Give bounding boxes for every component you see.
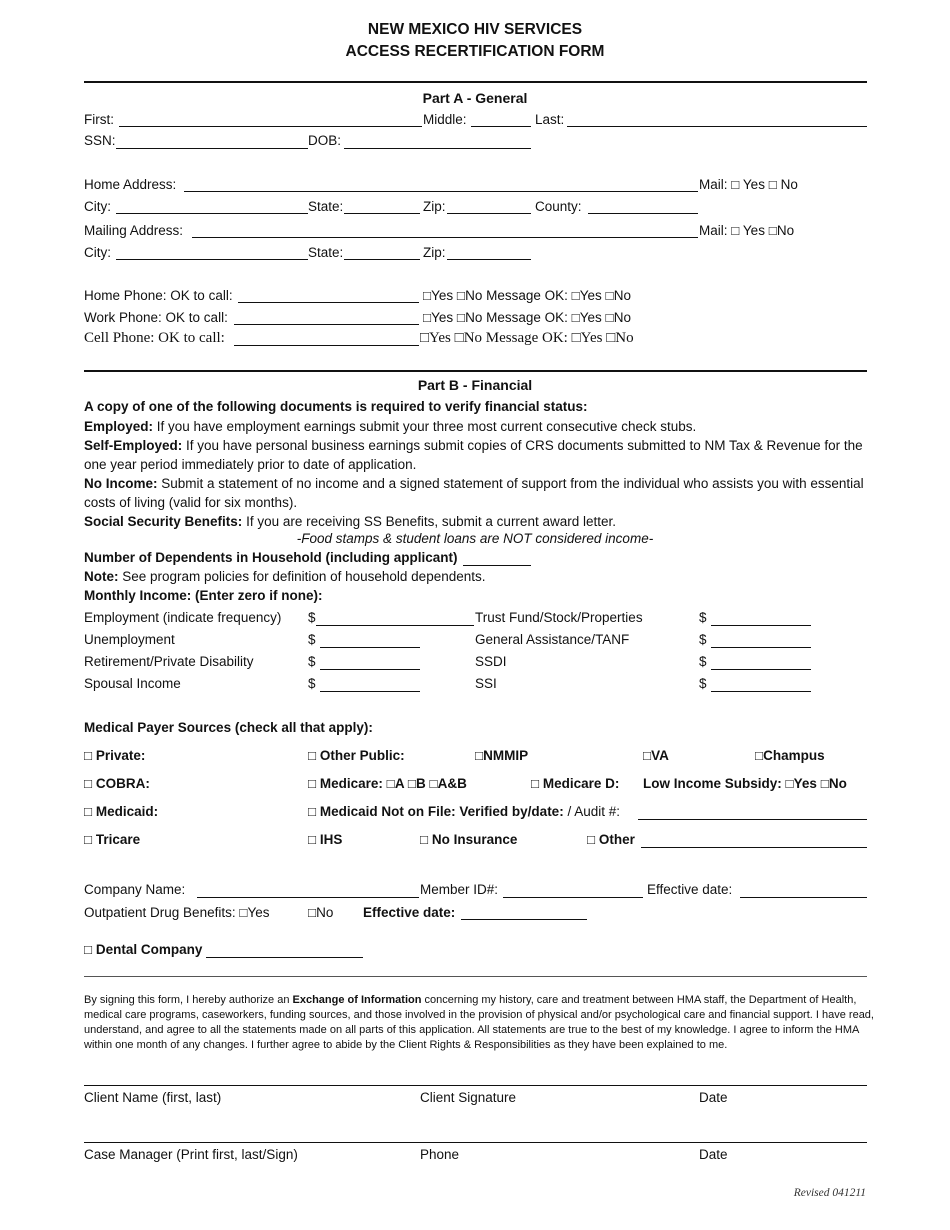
mailing-zip-label: Zip: — [423, 245, 446, 260]
other-public-checkbox[interactable]: □ Other Public: — [308, 748, 405, 763]
state-label: State: — [308, 199, 344, 214]
member-id-field[interactable] — [503, 897, 643, 898]
mailing-city-field[interactable] — [116, 259, 308, 260]
consent-pre: By signing this form, I hereby authorize an — [84, 994, 293, 1006]
case-manager-date-label: Date — [699, 1147, 728, 1162]
spousal-amount-field[interactable] — [320, 691, 420, 692]
no-insurance-checkbox[interactable]: □ No Insurance — [420, 832, 518, 847]
employed-text — [84, 417, 874, 436]
audit-number-field[interactable] — [638, 819, 867, 820]
medicaid-not-on-file[interactable] — [308, 804, 620, 819]
form-title-line1: NEW MEXICO HIV SERVICES — [367, 21, 583, 38]
first-name-field[interactable] — [119, 126, 422, 127]
client-date-label: Date — [699, 1090, 728, 1105]
mailing-address-label: Mailing Address: — [84, 223, 184, 238]
part-b-heading: Part B - Financial — [417, 377, 533, 393]
employed-desc: If you have employment earnings submit your three most current consecutive check stubs. — [153, 419, 697, 434]
home-phone-options[interactable]: □Yes □No Message OK: □Yes □No — [423, 288, 631, 303]
county-label: County: — [535, 199, 582, 214]
divider — [84, 976, 867, 977]
other-payer-field[interactable] — [641, 847, 867, 848]
county-field[interactable] — [588, 213, 698, 214]
mailing-city-label: City: — [84, 245, 111, 260]
financial-intro: A copy of one of the following documents is required to verify financial status: — [84, 399, 588, 414]
ssi-amount-field[interactable] — [711, 691, 811, 692]
effective-date-field[interactable] — [740, 897, 867, 898]
ssn-field[interactable] — [116, 148, 308, 149]
nmmip-checkbox[interactable]: □NMMIP — [475, 748, 529, 763]
audit-label: / Audit #: — [563, 804, 620, 819]
income-employment-label: Employment (indicate frequency) — [84, 610, 282, 625]
last-name-field[interactable] — [567, 126, 867, 127]
last-label: Last: — [535, 112, 565, 127]
no-income-desc: Submit a statement of no income and a signed statement of support from the individual who assists you with essential costs of living (valid for six months). — [84, 476, 864, 510]
dollar-sign: $ — [699, 654, 707, 669]
work-phone-field[interactable] — [234, 324, 419, 325]
employment-amount-field[interactable] — [316, 625, 474, 626]
middle-name-field[interactable] — [471, 126, 531, 127]
ihs-checkbox[interactable]: □ IHS — [308, 832, 343, 847]
cell-phone-field[interactable] — [234, 345, 419, 346]
medicaid-checkbox[interactable]: □ Medicaid: — [84, 804, 159, 819]
work-phone-options[interactable]: □Yes □No Message OK: □Yes □No — [423, 310, 631, 325]
medicaid-not-on-file-label: □ Medicaid Not on File: Verified by/date: — [308, 804, 564, 819]
ssn-label: SSN: — [84, 133, 116, 148]
home-address-field[interactable] — [184, 191, 698, 192]
cobra-checkbox[interactable]: □ COBRA: — [84, 776, 150, 791]
private-checkbox[interactable]: □ Private: — [84, 748, 146, 763]
ss-benefits-text — [84, 512, 874, 531]
income-tanf-label: General Assistance/TANF — [475, 632, 630, 647]
company-name-label: Company Name: — [84, 882, 186, 897]
mailing-address-field[interactable] — [192, 237, 698, 238]
dob-label: DOB: — [308, 133, 342, 148]
drug-benefits-yes[interactable]: Outpatient Drug Benefits: □Yes — [84, 905, 270, 920]
case-manager-label: Case Manager (Print first, last/Sign) — [84, 1147, 298, 1162]
income-trust-label: Trust Fund/Stock/Properties — [475, 610, 643, 625]
middle-label: Middle: — [423, 112, 467, 127]
note-text: See program policies for definition of household dependents. — [118, 569, 486, 584]
income-retirement-label: Retirement/Private Disability — [84, 654, 254, 669]
dollar-sign: $ — [308, 632, 316, 647]
ss-benefits-label: Social Security Benefits: — [84, 514, 243, 529]
cell-phone-label: Cell Phone: OK to call: — [84, 330, 225, 346]
payer-sources-heading: Medical Payer Sources (check all that apply): — [84, 720, 373, 735]
income-ssdi-label: SSDI — [475, 654, 507, 669]
city-field[interactable] — [116, 213, 308, 214]
dependents-field[interactable] — [463, 565, 531, 566]
dollar-sign: $ — [699, 676, 707, 691]
part-a-heading: Part A - General — [422, 90, 528, 106]
form-title-line2: ACCESS RECERTIFICATION FORM — [345, 43, 605, 60]
monthly-income-label: Monthly Income: (Enter zero if none): — [84, 588, 323, 603]
other-checkbox[interactable]: □ Other — [587, 832, 635, 847]
drug-benefits-no[interactable]: □No — [308, 905, 334, 920]
income-unemployment-label: Unemployment — [84, 632, 175, 647]
no-income-label: No Income: — [84, 476, 158, 491]
consent-bold: Exchange of Information — [292, 994, 422, 1006]
dollar-sign: $ — [699, 632, 707, 647]
first-label: First: — [84, 112, 114, 127]
medicare-checkbox[interactable]: □ Medicare: □A □B □A&B — [308, 776, 467, 791]
phone-label: Phone — [420, 1147, 460, 1162]
low-income-subsidy-options[interactable]: Low Income Subsidy: □Yes □No — [643, 776, 847, 791]
work-phone-label: Work Phone: OK to call: — [84, 310, 228, 325]
dental-company-field[interactable] — [206, 957, 363, 958]
mailing-state-label: State: — [308, 245, 344, 260]
unemployment-amount-field[interactable] — [320, 647, 420, 648]
mailing-mail-options[interactable]: Mail: □ Yes □No — [699, 223, 795, 238]
ss-benefits-desc: If you are receiving SS Benefits, submit a current award letter. — [242, 514, 616, 529]
va-checkbox[interactable]: □VA — [643, 748, 669, 763]
medicare-d-checkbox[interactable]: □ Medicare D: — [531, 776, 620, 791]
dependents-label: Number of Dependents in Household (including applicant) — [84, 550, 458, 565]
dollar-sign: $ — [308, 676, 316, 691]
food-stamps-note: -Food stamps & student loans are NOT considered income- — [296, 531, 654, 546]
client-name-label: Client Name (first, last) — [84, 1090, 222, 1105]
self-employed-text — [84, 436, 874, 474]
dental-company-checkbox[interactable]: □ Dental Company — [84, 942, 203, 957]
signature-line[interactable] — [84, 1085, 867, 1086]
retirement-amount-field[interactable] — [320, 669, 420, 670]
home-phone-field[interactable] — [238, 302, 419, 303]
mailing-zip-field[interactable] — [447, 259, 531, 260]
member-id-label: Member ID#: — [420, 882, 499, 897]
home-address-label: Home Address: — [84, 177, 177, 192]
mailing-state-field[interactable] — [344, 259, 420, 260]
drug-effective-date-field[interactable] — [461, 919, 587, 920]
trust-amount-field[interactable] — [711, 625, 811, 626]
divider — [84, 370, 867, 372]
revision-note: Revised 041211 — [793, 1187, 866, 1199]
consent-text — [84, 993, 874, 1053]
home-phone-label: Home Phone: OK to call: — [84, 288, 233, 303]
champus-checkbox[interactable]: □Champus — [755, 748, 825, 763]
state-field[interactable] — [344, 213, 420, 214]
dollar-sign: $ — [308, 610, 316, 625]
tanf-amount-field[interactable] — [711, 647, 811, 648]
divider — [84, 81, 867, 83]
case-manager-signature-line[interactable] — [84, 1142, 867, 1143]
home-mail-options[interactable]: Mail: □ Yes □ No — [699, 177, 798, 192]
drug-effective-date-label: Effective date: — [363, 905, 456, 920]
ssdi-amount-field[interactable] — [711, 669, 811, 670]
dollar-sign: $ — [308, 654, 316, 669]
income-ssi-label: SSI — [475, 676, 497, 691]
no-income-text — [84, 474, 874, 512]
dob-field[interactable] — [344, 148, 531, 149]
effective-date-label: Effective date: — [647, 882, 733, 897]
dependents-note — [84, 569, 486, 584]
city-label: City: — [84, 199, 111, 214]
consent-post: concerning my history, care and treatment between HMA staff, the Department of Health, medical care programs, caseworkers, funding sources, and those involved in the provision of physical and/or psychological care and financial support. I have read, understand, and agree to all the statements made on all parts of this application. All statements are true to the best of my knowledge. I agree to inform the HMA within one month of any changes. I further agree to abide by the Client Rights & Responsibilities as they have been explained to me. — [84, 994, 874, 1051]
cell-phone-options[interactable]: □Yes □No Message OK: □Yes □No — [420, 330, 634, 346]
zip-field[interactable] — [447, 213, 531, 214]
dollar-sign: $ — [699, 610, 707, 625]
client-signature-label: Client Signature — [420, 1090, 517, 1105]
employed-label: Employed: — [84, 419, 154, 434]
note-label: Note: — [84, 569, 119, 584]
self-employed-desc: If you have personal business earnings submit copies of CRS documents submitted to NM Tax & Revenue for the one year period immediately prior to date of application. — [84, 438, 863, 472]
income-spousal-label: Spousal Income — [84, 676, 181, 691]
zip-label: Zip: — [423, 199, 446, 214]
company-name-field[interactable] — [197, 897, 419, 898]
self-employed-label: Self-Employed: — [84, 438, 183, 453]
tricare-checkbox[interactable]: □ Tricare — [84, 832, 141, 847]
